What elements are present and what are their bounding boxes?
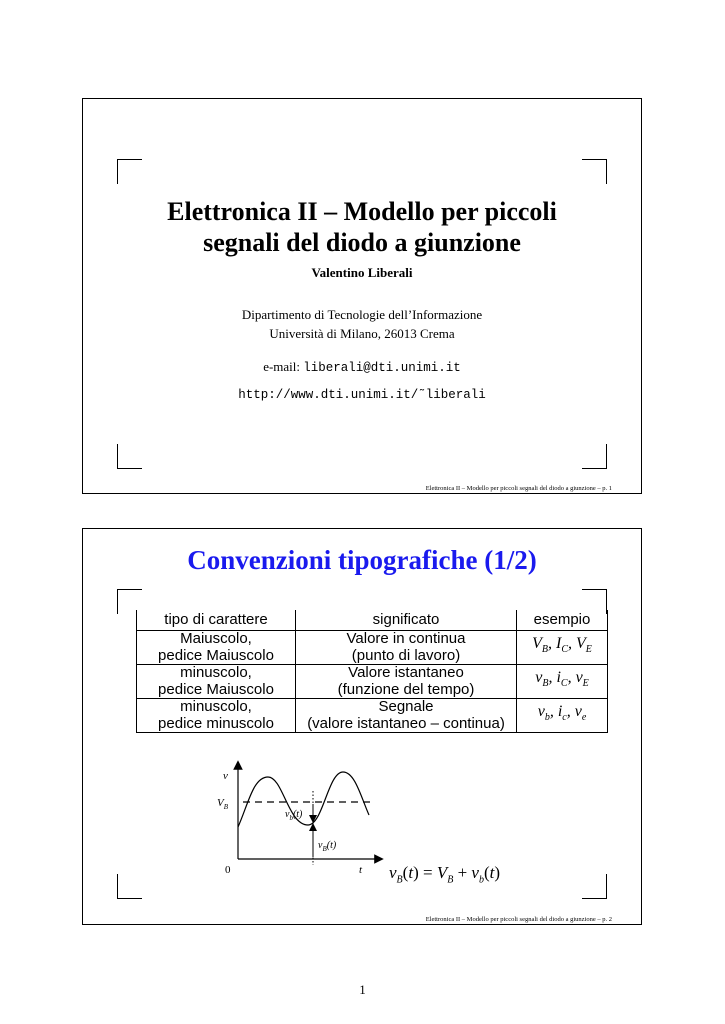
header-esempio: esempio <box>517 610 608 631</box>
affiliation <box>83 305 641 343</box>
signal-curve <box>238 772 369 827</box>
slide-2 <box>82 528 642 925</box>
cell-significato: Valore istantaneo (funzione del tempo) <box>296 665 517 699</box>
affiliation-line-2: Università di Milano, 26013 Crema <box>269 326 455 341</box>
waveform-figure <box>203 757 403 887</box>
cell-esempio: $v_B$, $i_C$, $v_E$ <box>517 665 608 699</box>
cell-tipo: minuscolo, pedice Maiuscolo <box>137 665 296 699</box>
corner-mark <box>117 874 142 899</box>
cell-esempio: $V_B$, $I_C$, $V_E$ <box>517 631 608 665</box>
slide-1 <box>82 98 642 494</box>
cell-esempio: $v_b$, $i_c$, $v_e$ <box>517 699 608 733</box>
author: Valentino Liberali <box>311 265 413 280</box>
slide-1-title <box>83 196 641 258</box>
total-signal-label: $v_B(t)$ <box>318 840 337 853</box>
affiliation-line-1: Dipartimento di Tecnologie dell’Informazione <box>241 307 483 322</box>
corner-mark <box>582 159 607 184</box>
cell-tipo: Maiuscolo, pedice Maiuscolo <box>137 631 296 665</box>
header-significato: significato <box>296 610 517 631</box>
email-line <box>83 359 641 375</box>
cell-significato: Segnale (valore istantaneo – continua) <box>296 699 517 733</box>
small-signal-label: $v_b(t)$ <box>285 809 303 822</box>
corner-mark <box>117 444 142 469</box>
origin-label: 0 <box>225 864 231 876</box>
table-row <box>137 699 608 733</box>
homepage-link[interactable]: http://www.dti.unimi.it/˜liberali <box>238 388 486 402</box>
corner-mark <box>582 874 607 899</box>
email-link[interactable]: liberali@dti.unimi.it <box>303 361 461 375</box>
y-axis-label: v <box>223 770 228 782</box>
table-row <box>137 665 608 699</box>
corner-mark <box>117 159 142 184</box>
email-label: e-mail: <box>263 359 301 374</box>
slide-2-footer: Elettronica II – Modello per piccoli segnali del diodo a giunzione – p. 2 <box>425 916 612 923</box>
vb-level-label: $V_B$ <box>217 797 229 811</box>
slide-2-title: Convenzioni tipografiche (1/2) <box>187 545 537 575</box>
cell-tipo: minuscolo, pedice minuscolo <box>137 699 296 733</box>
decomposition-equation: $v_B(t) = V_B + v_b(t)$ <box>389 863 501 886</box>
cell-significato: Valore in continua (punto di lavoro) <box>296 631 517 665</box>
title-line-1: Elettronica II – Modello per piccoli <box>167 197 557 226</box>
table-header-row <box>137 610 608 631</box>
table-row <box>137 631 608 665</box>
page-number: 1 <box>359 982 366 997</box>
conventions-table <box>136 610 608 733</box>
x-axis-label: t <box>359 864 363 876</box>
corner-mark <box>582 444 607 469</box>
header-tipo: tipo di carattere <box>137 610 296 631</box>
slide-1-footer: Elettronica II – Modello per piccoli segnali del diodo a giunzione – p. 1 <box>425 485 612 492</box>
title-line-2: segnali del diodo a giunzione <box>203 228 521 257</box>
